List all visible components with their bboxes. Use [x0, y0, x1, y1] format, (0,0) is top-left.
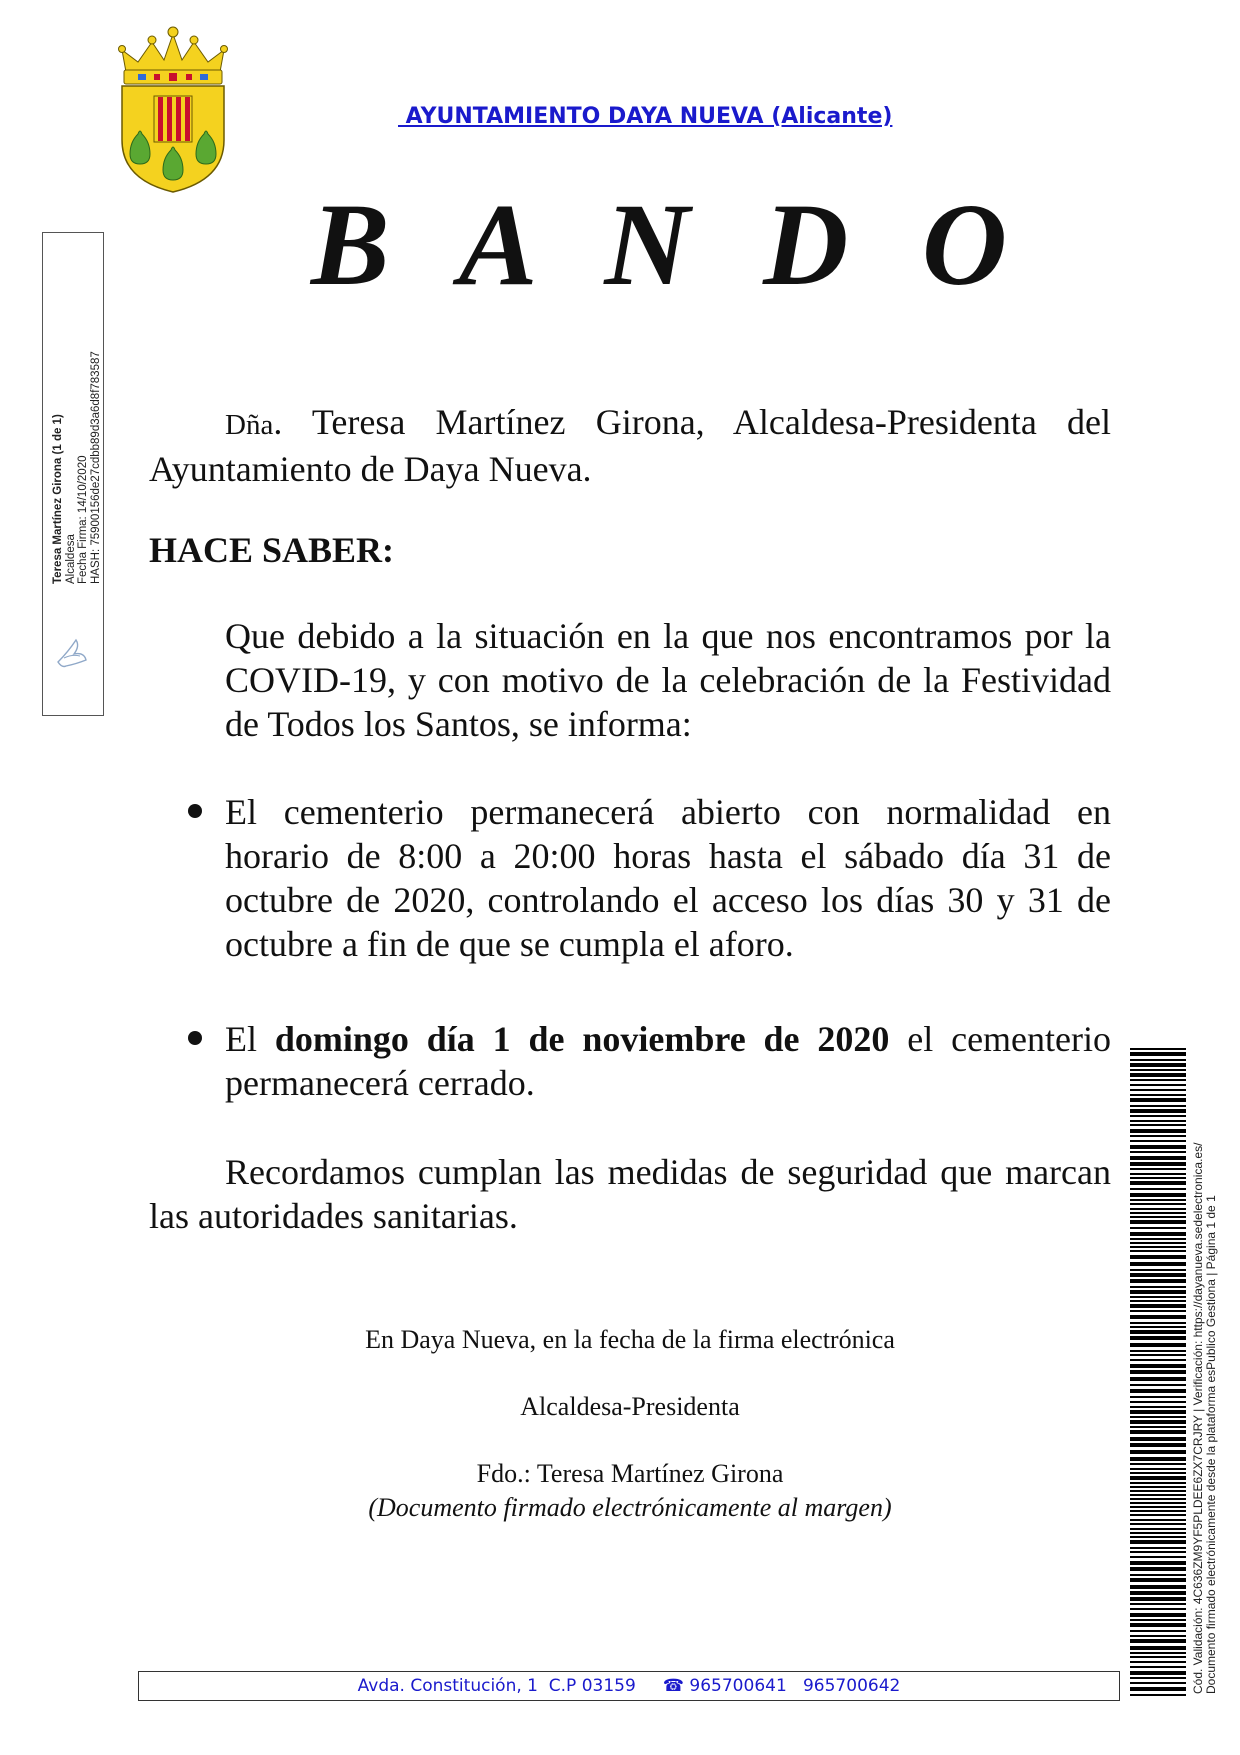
closing-role: Alcaldesa-Presidenta	[520, 1392, 740, 1421]
footer-fax: 965700642	[802, 1676, 901, 1696]
validation-line-1: Cód. Validación: 4C636ZM9YF5PLDEE6ZX7CRJRY | Verificación: https://dayanueva.sedelectronica.es/	[1191, 1142, 1205, 1694]
closing-place-date: En Daya Nueva, en la fecha de la firma electrónica	[365, 1325, 895, 1354]
info-paragraph: Que debido a la situación en la que nos encontramos por la COVID-19, y con motivo de la celebración de la Festividad de Todos los Santos, se informa:	[225, 616, 1111, 744]
bullet2-suffix: el cementerio permanecerá cerrado.	[225, 1019, 1111, 1103]
signature-stamp-text	[52, 84, 102, 584]
hace-saber-heading: HACE SABER:	[149, 530, 395, 570]
barcode	[1130, 1048, 1186, 1696]
signature-seal-icon	[54, 632, 90, 672]
signature-role: Alcaldesa	[64, 534, 77, 584]
bullet-item-open-hours: El cementerio permanecerá abierto con normalidad en horario de 8:00 a 20:00 horas hasta el sábado día 31 de octubre de 2020, controlando el acceso los días 30 y 31 de octubre a fin de que se cumpla el aforo.	[225, 792, 1111, 964]
signature-hash: HASH: 75900156de27cdbb89d3a6d8f783587	[89, 351, 102, 584]
phone-icon: ☎	[662, 1676, 685, 1696]
closing-note: (Documento firmado electrónicamente al margen)	[368, 1493, 892, 1522]
footer-address: Avda. Constitución, 1 C.P 03159	[357, 1676, 636, 1696]
validation-text	[1192, 1094, 1218, 1694]
bullet-item-closed-day	[225, 1017, 1111, 1105]
bullet-marker	[188, 804, 202, 818]
bullet2-prefix: El	[225, 1019, 275, 1059]
footer-phone: 965700641	[689, 1676, 787, 1696]
intro-paragraph	[149, 400, 1111, 491]
intro-text: . Teresa Martínez Girona, Alcaldesa-Presidenta del Ayuntamiento de Daya Nueva.	[149, 402, 1111, 489]
coat-of-arms-logo	[108, 22, 238, 194]
intro-title-abbrev: Dña	[225, 409, 274, 441]
footer-contact	[138, 1671, 1120, 1701]
document-title: B A N D O	[310, 179, 1030, 310]
signature-name: Teresa Martínez Girona (1 de 1)	[52, 414, 64, 584]
reminder-paragraph: Recordamos cumplan las medidas de seguridad que marcan las autoridades sanitarias.	[149, 1152, 1111, 1236]
signature-date: Fecha Firma: 14/10/2020	[77, 455, 89, 584]
validation-line-2: Documento firmado electrónicamente desde la plataforma esPublico Gestiona | Página 1 de 1	[1204, 1195, 1218, 1694]
bullet-marker	[188, 1031, 202, 1045]
closing-signed-by: Fdo.: Teresa Martínez Girona	[476, 1459, 784, 1488]
bullet2-bold-date: domingo día 1 de noviembre de 2020	[274, 1019, 890, 1059]
header-title-link[interactable]: AYUNTAMIENTO DAYA NUEVA (Alicante)	[398, 104, 893, 129]
